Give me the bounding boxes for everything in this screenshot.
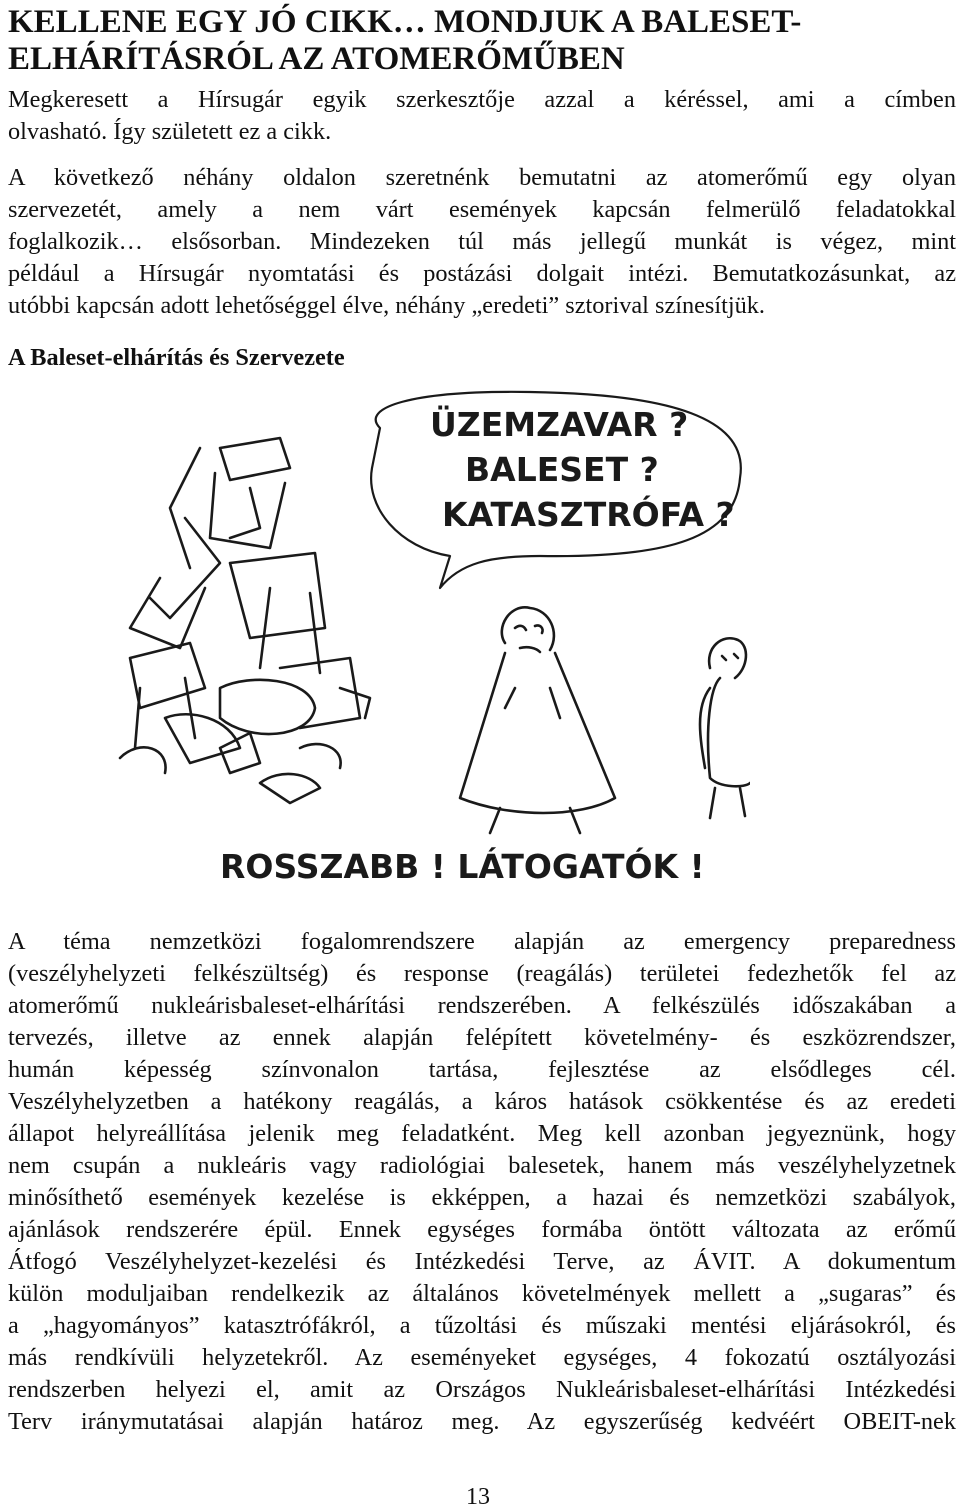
text-line: Megkeresett a Hírsugár egyik szerkesztője azzal a kéréssel, ami a címben [8, 86, 956, 113]
text-line: olvasható. Így született ez a cikk. [8, 118, 332, 145]
cartoon-illustration [110, 388, 750, 893]
visitor-figure-left [460, 607, 615, 833]
text-line: rendszerben helyezi el, amit az Országos Nukleárisbaleset-elhárítási Intézkedési [8, 1376, 956, 1403]
text-line: tervezés, illetve az ennek alapján felépített követelmény- és eszközrendszer, [8, 1024, 956, 1051]
title-line: ELHÁRÍTÁSRÓL AZ ATOMERŐMŰBEN [8, 41, 625, 77]
section-heading: A Baleset-elhárítás és Szervezete [8, 344, 345, 371]
text-line: nem csupán a nukleáris vagy radiológiai balesetek, hanem más veszélyhelyzetnek [8, 1152, 956, 1179]
text-line: Veszélyhelyzetben a hatékony reagálás, a káros hatások csökkentése és az eredeti [8, 1088, 956, 1115]
text-line: A téma nemzetközi fogalomrendszere alapján az emergency preparedness [8, 928, 956, 955]
text-line: szervezetét, amely a nem várt események kapcsán felmerülő feladatokkal [8, 196, 956, 223]
second-paragraph [8, 162, 956, 322]
visitor-figure-right [700, 638, 750, 818]
bubble-text-line: ÜZEMZAVAR ? [430, 405, 689, 444]
body-paragraph [8, 926, 956, 1438]
text-line: Terv iránymutatásai alapján határoz meg. Az egyszerűség kedvéért OBEIT-nek [8, 1408, 956, 1435]
text-line: más rendkívüli helyzetekről. Az eseményeket egységes, 4 fokozatú osztályozási [8, 1344, 956, 1371]
cartoon-caption: ROSSZABB ! LÁTOGATÓK ! [220, 847, 705, 886]
bubble-text-line: KATASZTRÓFA ? [442, 495, 735, 534]
text-line: utóbbi kapcsán adott lehetőséggel élve, néhány „eredeti” sztorival színesítjük. [8, 292, 765, 319]
text-line: A következő néhány oldalon szeretnénk bemutatni az atomerőmű egy olyan [8, 164, 956, 191]
intro-paragraph [8, 84, 956, 148]
text-line: Átfogó Veszélyhelyzet-kezelési és Intézkedési Terve, az ÁVIT. A dokumentum [8, 1248, 956, 1275]
text-line: külön moduljaiban rendelkezik az általános követelmények mellett a „sugaras” és [8, 1280, 956, 1307]
page-number: 13 [466, 1484, 490, 1510]
text-line: ajánlások rendszerére épül. Ennek egységes formába öntött változata az erőmű [8, 1216, 956, 1243]
text-line: minősíthető események kezelése is ekképpen, a hazai és nemzetközi szabályok, [8, 1184, 956, 1211]
text-line: humán képesség színvonalon tartása, fejlesztése az elsődleges cél. [8, 1056, 956, 1083]
text-line: állapot helyreállítása jelenik meg feladatként. Meg kell azonban jegyeznünk, hogy [8, 1120, 956, 1147]
article-title [8, 4, 948, 78]
debris-pile [120, 438, 370, 803]
bubble-text-line: BALESET ? [465, 450, 659, 489]
text-line: atomerőmű nukleárisbaleset-elhárítási rendszerében. A felkészülés időszakában a [8, 992, 956, 1019]
text-line: (veszélyhelyzeti felkészültség) és response (reagálás) területei fedezhetők fel az [8, 960, 956, 987]
cartoon-drawing [110, 388, 750, 893]
text-line: foglalkozik… elsősorban. Mindezeken túl más jellegű munkát is végez, mint [8, 228, 956, 255]
title-line: KELLENE EGY JÓ CIKK… MONDJUK A BALESET- [8, 4, 802, 40]
text-line: a „hagyományos” katasztrófákról, a tűzoltási és műszaki mentési eljárásokról, és [8, 1312, 956, 1339]
text-line: például a Hírsugár nyomtatási és postázási dolgait intézi. Bemutatkozásunkat, az [8, 260, 956, 287]
